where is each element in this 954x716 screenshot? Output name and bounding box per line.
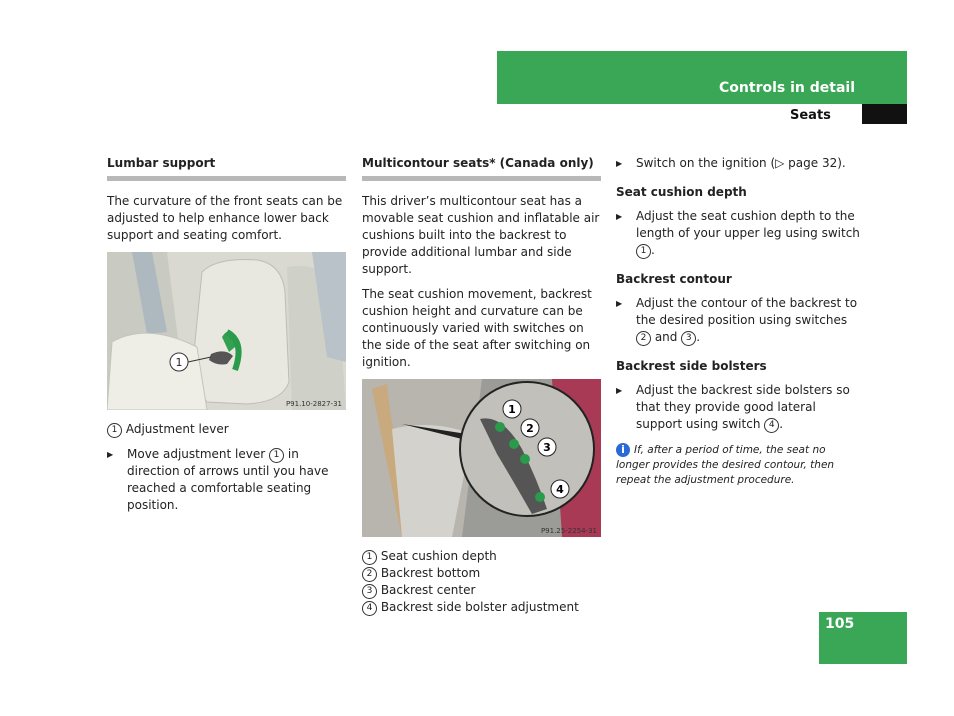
callout-number: 3 [362, 584, 377, 599]
legend-item [362, 548, 601, 565]
section-subtitle: Seats [790, 108, 831, 123]
legend-text: Backrest center [380, 583, 476, 597]
figure-code: P91.25-2254-31 [540, 527, 597, 535]
section-title: Controls in detail [719, 80, 855, 96]
side-bolsters-heading: Backrest side bolsters [616, 359, 767, 373]
legend-item [107, 421, 346, 438]
callout-number: 1 [107, 423, 122, 438]
legend-text: Seat cushion depth [380, 549, 497, 563]
seat-depth-instruction: ▶ Adjust the seat cushion depth to the length of your upper leg using switch 1 . [616, 208, 860, 259]
legend-text: Backrest bottom [380, 566, 481, 580]
legend-item [362, 599, 601, 616]
callout-number: 1 [636, 244, 651, 259]
backrest-contour-heading: Backrest contour [616, 272, 732, 286]
column-adjustments [616, 155, 860, 488]
callout-number: 2 [362, 567, 377, 582]
lumbar-figure [107, 252, 346, 415]
lumbar-legend [107, 421, 346, 438]
callout-number: 4 [764, 418, 779, 433]
ignition-instruction: ▶ Switch on the ignition (▷ page 32). [616, 155, 860, 172]
callout-number: 1 [362, 550, 377, 565]
lumbar-heading: Lumbar support [107, 155, 346, 181]
multicontour-legend [362, 548, 601, 616]
multicontour-switch-illustration [362, 379, 601, 537]
multicontour-para-2: The seat cushion movement, backrest cushion height and curvature can be continuously varied with switches on the side of the seat after switching on ignition. [362, 287, 592, 369]
header-tab-marker [862, 104, 907, 124]
svg-text:1: 1 [508, 403, 516, 416]
multicontour-heading: Multicontour seats* (Canada only) [362, 155, 601, 181]
svg-text:4: 4 [556, 483, 564, 496]
multicontour-para-1: This driver’s multicontour seat has a movable seat cushion and inflatable air cushions built into the backrest to provide additional lumbar and side support. [362, 194, 600, 276]
lumbar-intro: The curvature of the front seats can be adjusted to help enhance lower back support and seating comfort. [107, 194, 343, 242]
info-note-text: If, after a period of time, the seat no longer provides the desired contour, then repeat the adjustment procedure. [616, 444, 835, 486]
legend-text: Adjustment lever [125, 422, 229, 436]
svg-text:2: 2 [526, 422, 534, 435]
legend-text: Backrest side bolster adjustment [380, 600, 579, 614]
side-bolsters-instruction: ▶ Adjust the backrest side bolsters so that they provide good lateral support using switch 4 . [616, 382, 860, 433]
multicontour-figure [362, 379, 601, 542]
callout-number: 1 [269, 448, 284, 463]
svg-text:1: 1 [175, 356, 183, 369]
callout-number: 3 [681, 331, 696, 346]
legend-item [362, 582, 601, 599]
callout-number: 2 [636, 331, 651, 346]
lumbar-instruction: ▶ Move adjustment lever 1 in direction of arrows until you have reached a comfortable seating position. [107, 446, 346, 514]
column-lumbar-support [107, 155, 346, 522]
legend-item [362, 565, 601, 582]
backrest-contour-instruction: ▶ Adjust the contour of the backrest to the desired position using switches 2 and 3 . [616, 295, 860, 346]
page-number: 105 [825, 616, 855, 632]
svg-text:3: 3 [543, 441, 551, 454]
header-banner [497, 51, 907, 104]
callout-number: 4 [362, 601, 377, 616]
column-multicontour [362, 155, 601, 616]
info-note [616, 443, 860, 488]
lumbar-seat-illustration [107, 252, 346, 410]
figure-code: P91.10-2827-31 [285, 400, 342, 408]
info-icon: i [616, 443, 630, 457]
seat-depth-heading: Seat cushion depth [616, 185, 747, 199]
